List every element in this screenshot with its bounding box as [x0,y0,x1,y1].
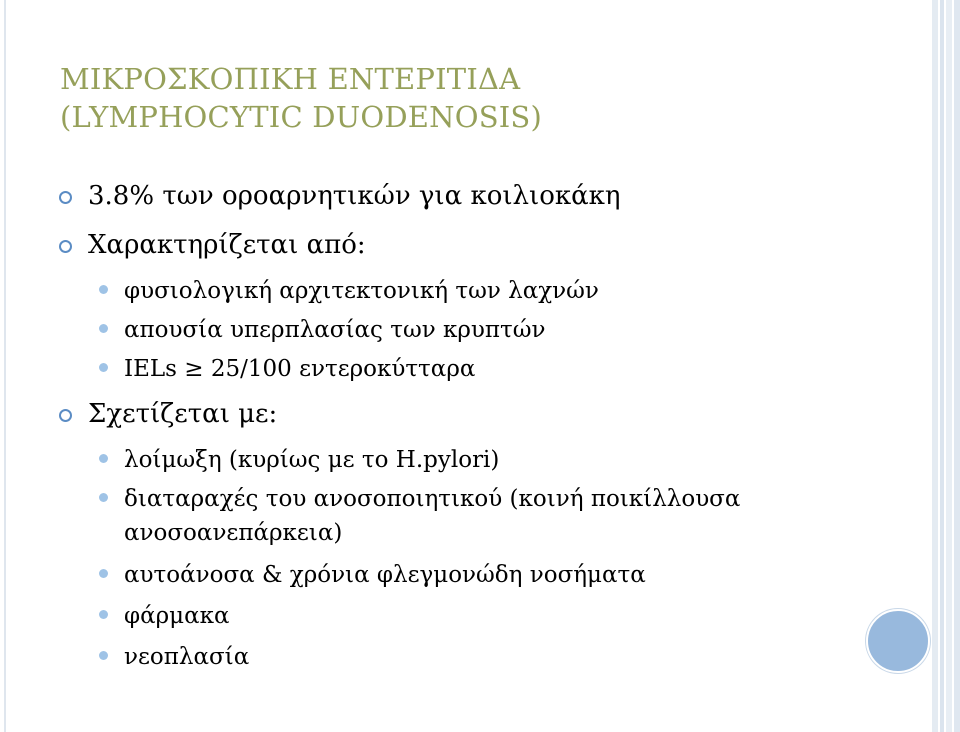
bullet-level-2 [124,482,740,516]
ring-bullet-icon [59,191,72,204]
sub-bullet-text: αυτοάνοσα & χρόνια φλεγμονώδη νοσήματα [124,562,646,588]
bullet-level-2 [124,274,599,308]
bullet-level-1 [88,229,366,261]
sub-bullet-text: IELs ≥ 25/100 εντεροκύτταρα [124,356,476,382]
dot-bullet-icon [99,285,108,294]
bullet-level-2 [124,640,249,674]
sub-bullet-text: φάρμακα [124,603,230,629]
bullet-level-2 [124,352,475,386]
dot-bullet-icon [99,651,108,660]
dot-bullet-icon [99,324,108,333]
decorative-circle [866,609,930,673]
bullet-text: Χαρακτηρίζεται από: [88,230,366,260]
bullet-level-1 [88,180,621,212]
sub-bullet-text: λοίμωξη (κυρίως με το H.pylori) [124,447,500,473]
dot-bullet-icon [99,569,108,578]
left-decorative-rule [4,0,6,732]
bullet-level-2 [124,443,499,477]
bullet-level-1 [88,398,277,430]
bullet-continuation [124,516,342,550]
slide-title-line-2: (LYMPHOCYTIC DUODENOSIS) [60,100,543,134]
dot-bullet-icon [99,610,108,619]
slide-title [60,60,880,136]
dot-bullet-icon [99,454,108,463]
bullet-level-2 [124,558,646,592]
bullet-text: 3.8% των οροαρνητικών για κοιλιοκάκη [88,181,621,211]
ring-bullet-icon [59,409,72,422]
bullet-level-2 [124,313,545,347]
sub-bullet-text: φυσιολογική αρχιτεκτονική των λαχνών [124,278,599,304]
ring-bullet-icon [59,240,72,253]
dot-bullet-icon [99,363,108,372]
sub-bullet-text: διαταραχές του ανοσοποιητικού (κοινή ποικίλλουσα [124,486,741,512]
sub-bullet-text: ανοσοανεπάρκεια) [124,520,343,546]
slide-title-line-1: ΜΙΚΡΟΣΚΟΠΙΚΗ ΕΝΤΕΡΙΤΙΔΑ [60,62,521,96]
bullet-text: Σχετίζεται με: [88,399,278,429]
sub-bullet-text: νεοπλασία [124,644,250,670]
right-decorative-stripes [932,0,960,732]
sub-bullet-text: απουσία υπερπλασίας των κρυπτών [124,317,546,343]
bullet-level-2 [124,599,230,633]
dot-bullet-icon [99,493,108,502]
